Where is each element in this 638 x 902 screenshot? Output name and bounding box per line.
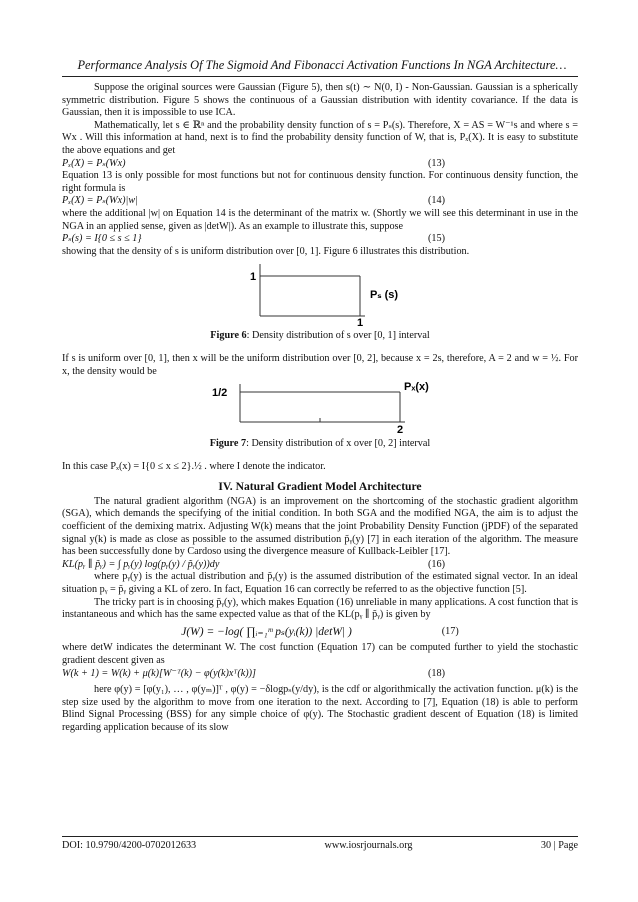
- equation-17: [62, 626, 578, 639]
- equation-15-formula: Pₛ(s) = I{0 ≤ s ≤ 1}: [62, 233, 142, 245]
- paragraph-cost: The tricky part is in choosing p̃ᵧ(y), which makes Equation (16) unreliable in many applications. A cost function that is instantaneous and which has the same expected value as that of the KL(pᵧ ∥ p̃ᵧ) is given by: [62, 596, 578, 621]
- paragraph-gaussian: Suppose the original sources were Gaussian (Figure 5), then s(t) ∼ N(0, I) - Non-Gaussian. Gaussian is a spherically symmetric distribution. Figure 5 shows the continuous of a Gaussian distribution with identity covariance. If the data is Gaussian, then it is impossible to use ICA.: [62, 82, 578, 119]
- paragraph-activation: here φ(y) = [φ(y₁), … , φ(yₘ)]ᵀ , φ(y) = −δlogpₛ(y/dy), is the cdf or algorithmically the activation function. μ(k) is the step size used by the algorithm to move from one iteration to the next. According to [7], Equation (18) is able to perform Blind Signal Processing (BSS) for any simple choice of φ(y). The Stochastic gradient descent of Equation (18) is limited regarding application because of its slow: [62, 684, 578, 733]
- equation-16-formula: KL(pᵧ ∥ p̃ᵧ) = ∫ pᵧ(y) log(pᵧ(y) / p̃ᵧ(y))dy: [62, 558, 220, 570]
- figure-6-y-label: 1: [250, 271, 257, 284]
- paragraph-pdf: Mathematically, let s ∈ ℝⁿ and the probability density function of s = Pₛ(s). Therefore, X = AS = W⁻¹s and where s = Wx . Will this information at hand, next is to find the probability density function of W, that is, Pₓ(X). It is easy to substitute the above equations and get: [62, 119, 578, 156]
- equation-15-number: (15): [428, 233, 445, 245]
- paragraph-continuous: Equation 13 is only possible for most functions but not for continuous density function. For continuous density function, the right formula is: [62, 170, 578, 194]
- figure-6-curve-label: Pₛ (s): [370, 289, 399, 302]
- footer-doi: DOI: 10.9790/4200-0702012633: [62, 840, 197, 851]
- paragraph-uniform-x: If s is uniform over [0, 1], then x will be the uniform distribution over [0, 2], because x = 2s, therefore, A = 2 and w = ½. For x, the density would be: [62, 352, 578, 377]
- figure-6-caption-text: : Density distribution of s over [0, 1] interval: [246, 330, 430, 342]
- footer-site: www.iosrjournals.org: [324, 840, 413, 851]
- footer-rule: [62, 836, 578, 837]
- equation-15: [62, 233, 578, 246]
- equation-13: [62, 158, 578, 171]
- equation-14: [62, 195, 578, 208]
- footer: [62, 840, 578, 851]
- equation-14-number: (14): [428, 195, 445, 207]
- equation-18-formula: W(k + 1) = W(k) + μ(k)[W⁻ᵀ(k) − φ(y(k)xᵀ(k))]: [62, 667, 257, 679]
- equation-13-number: (13): [428, 157, 445, 169]
- header-rule: [62, 76, 578, 77]
- figure-7-caption-label: Figure 7: [209, 438, 247, 450]
- figure-7-plot: [190, 378, 450, 434]
- figure-7-curve-label: Pₓ(x): [404, 381, 429, 394]
- paragraph-sgd: where detW indicates the determinant W. The cost function (Equation 17) can be computed further to yield the stochastic gradient descent given as: [62, 642, 578, 666]
- paragraph-objective: where pᵧ(y) is the actual distribution and p̃ᵧ(y) is the assumed distribution of the estimated signal vector. In an ideal situation pᵧ = p̃ᵧ giving a KL of zero. In fact, Equation 16 can correctly be referred to as the objective function [5].: [62, 571, 578, 596]
- paragraph-nga: The natural gradient algorithm (NGA) is an improvement on the shortcoming of the stochastic gradient algorithm (SGA), which demands the specifying of the initial condition. In both SGA and the modified NGA, the aim is to adjust the coefficient of the demixing matrix. Adjusting W(k) means that the joint Probability Density Function (jPDF) of the separated signal y(k) is made as close as possible to the assumed distribution p̃ᵧ(y) [7] in each iteration of the algorithm. The measure has been successfully done by Cardoso using the divergence measure of Kullback-Leibler [17].: [62, 495, 578, 558]
- equation-17-number: (17): [441, 625, 459, 637]
- section-title: IV. Natural Gradient Model Architecture: [218, 480, 422, 494]
- page-body: [62, 82, 578, 735]
- equation-13-formula: Pₓ(X) = Pₛ(Wx): [62, 157, 126, 169]
- figure-7-y-label: 1/2: [212, 387, 228, 400]
- equation-18: [62, 668, 578, 681]
- figure-6-x-label: 1: [357, 317, 364, 327]
- figure-7-caption-text: : Density distribution of x over [0, 2] interval: [246, 438, 431, 450]
- figure-6-caption: [62, 330, 578, 343]
- figure-6-plot: [200, 258, 440, 326]
- figure-6-caption-label: Figure 6: [210, 330, 247, 342]
- paragraph-uniform: showing that the density of s is uniform distribution over [0, 1]. Figure 6 illustrates this distribution.: [62, 245, 470, 257]
- running-header: Performance Analysis Of The Sigmoid And Fibonacci Activation Functions In NGA Architecture…: [77, 58, 567, 72]
- paragraph-indicator: In this case Pₓ(x) = I{0 ≤ x ≤ 2}.½ . where I denote the indicator.: [62, 460, 326, 472]
- footer-page-number: 30 | Page: [540, 840, 578, 851]
- figure-7-caption: [62, 438, 578, 451]
- figure-7-x-label: 2: [397, 424, 404, 435]
- paragraph-determinant: where the additional |w| on Equation 14 is the determinant of the matrix w. (Shortly we will see this determinant in use in the NGA in an applied sense, given as |detW|). As an example to illustrate this, suppose: [62, 207, 578, 232]
- equation-18-number: (18): [428, 667, 445, 679]
- equation-14-formula: Pₓ(X) = Pₛ(Wx)|w|: [62, 195, 138, 207]
- equation-17-formula: J(W) = −log( ∏ᵢ₌₁ᵐ pₛ(yᵢ(k)) |detW| ): [181, 625, 352, 638]
- equation-16-number: (16): [428, 558, 445, 570]
- equation-16: [62, 559, 578, 572]
